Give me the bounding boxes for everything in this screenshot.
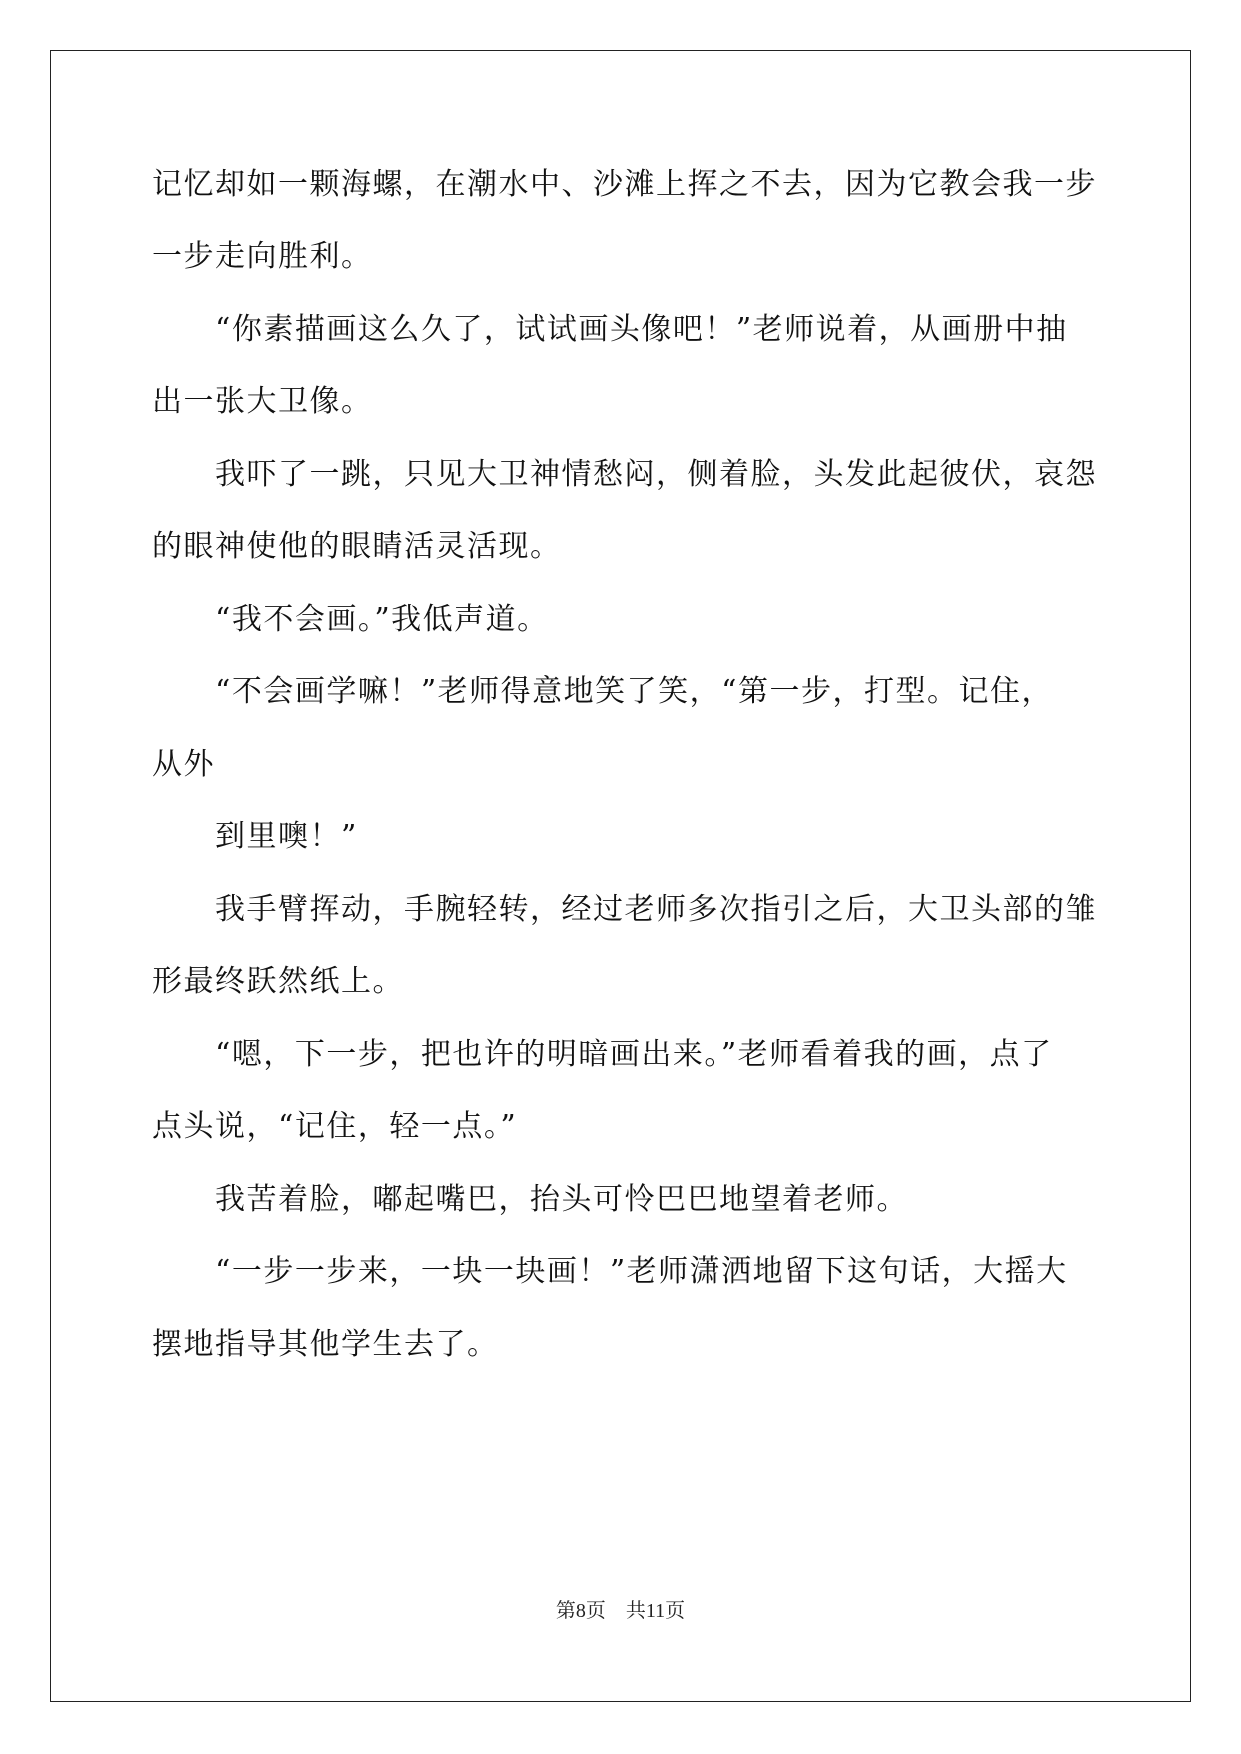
text-line-8: “不会画学嘛！”老师得意地笑了笑，“第一步，打型。记住， <box>215 674 1054 709</box>
text-line-4: 出一张大卫像。 <box>152 384 373 419</box>
text-line-15: 我苦着脸，嘟起嘴巴，抬头可怜巴巴地望着老师。 <box>215 1182 908 1217</box>
text-line-1: 记忆却如一颗海螺，在潮水中、沙滩上挥之不去，因为它教会我一步 <box>152 167 1097 202</box>
text-line-6: 的眼神使他的眼睛活灵活现。 <box>152 529 562 564</box>
text-line-12: 形最终跃然纸上。 <box>152 964 404 999</box>
text-line-7: “我不会画。”我低声道。 <box>215 602 549 637</box>
page-border <box>50 50 1191 1702</box>
text-line-16: “一步一步来，一块一块画！”老师潇洒地留下这句话，大摇大 <box>215 1254 1068 1289</box>
text-line-10: 到里噢！” <box>215 819 358 854</box>
text-line-2: 一步走向胜利。 <box>152 239 373 274</box>
page-number-footer: 第8页 共11页 <box>555 1600 686 1622</box>
text-line-9: 从外 <box>152 747 215 782</box>
text-line-14: 点头说，“记住，轻一点。” <box>152 1109 518 1144</box>
text-line-11: 我手臂挥动，手腕轻转，经过老师多次指引之后，大卫头部的雏 <box>215 892 1097 927</box>
text-line-13: “嗯，下一步，把也许的明暗画出来。”老师看着我的画，点了 <box>215 1037 1053 1072</box>
text-line-3: “你素描画这么久了，试试画头像吧！”老师说着，从画册中抽 <box>215 312 1068 347</box>
text-line-5: 我吓了一跳，只见大卫神情愁闷，侧着脸，头发此起彼伏，哀怨 <box>215 457 1097 492</box>
text-line-17: 摆地指导其他学生去了。 <box>152 1327 499 1362</box>
